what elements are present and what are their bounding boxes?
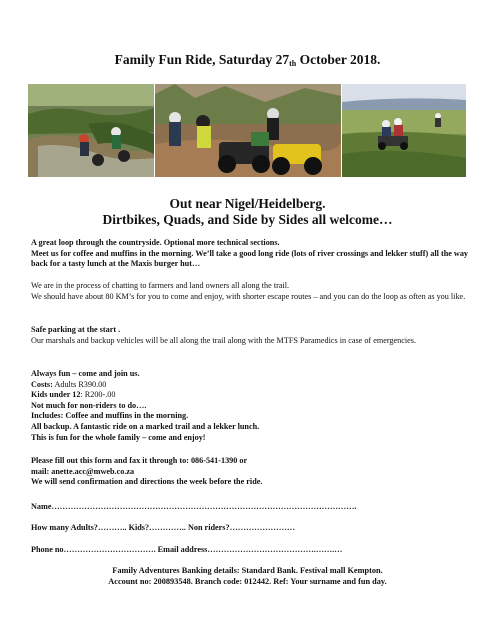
safety-text: Our marshals and backup vehicles will be all along the trail along with the MTFS Paramedics in case of emergencies.	[31, 335, 417, 345]
info-line-2: We should have about 80 KM’s for you to come and enjoy, with shorter escape routes – and you can do the loop as often as you like.	[31, 291, 466, 301]
contact-section	[31, 456, 471, 488]
form-phone-line[interactable]: Phone no……………………………. Email address………………………………….…….…	[31, 545, 343, 554]
photo-strip	[28, 84, 466, 177]
details-section	[31, 369, 471, 443]
always-fun: Always fun – come and join us.	[31, 369, 140, 378]
banking-details	[0, 565, 495, 587]
photo-quads-on-trail	[155, 84, 341, 177]
includes-note: Includes: Coffee and muffins in the morning.	[31, 411, 189, 421]
backup-note: All backup. A fantastic ride on a marked trail and a lekker lunch.	[31, 421, 260, 431]
kids-value: : R200-.00	[80, 390, 116, 400]
page-title	[0, 52, 495, 68]
intro-section	[31, 238, 471, 270]
safety-section	[31, 325, 471, 346]
costs-value: Adults R390.00	[52, 379, 107, 389]
form-name-line[interactable]: Name………………………………………………………………………………………………….	[31, 502, 357, 511]
contact-line-3: We will send confirmation and directions the week before the ride.	[31, 477, 263, 487]
info-line-1: We are in the process of chatting to farmers and land owners all along the trail.	[31, 281, 290, 290]
info-section	[31, 281, 471, 302]
costs-label: Costs:	[31, 379, 53, 389]
form-counts-line[interactable]: How many Adults?……….. Kids?………….. Non riders?……………………	[31, 523, 296, 532]
vehicles-heading: Dirtbikes, Quads, and Side by Sides all welcome…	[102, 212, 393, 227]
kids-label: Kids under 12	[31, 390, 81, 400]
family-note: This is fun for the whole family – come and enjoy!	[31, 432, 206, 442]
location-heading: Out near Nigel/Heidelberg.	[169, 196, 326, 211]
title-prefix: Family Fun Ride, Saturday 27	[114, 52, 290, 67]
intro-line-2: Meet us for coffee and muffins in the morning. We’ll take a good long ride (lots of river crossings and lekker stuff) all the way back for a tasty lunch at the Maxis burger hut…	[31, 248, 469, 269]
title-ordinal: th	[289, 59, 297, 68]
banking-line-1: Family Adventures Banking details: Standard Bank. Festival mall Kempton.	[112, 566, 383, 575]
photo-riders-in-stream	[28, 84, 154, 177]
title-suffix: October 2018.	[296, 52, 381, 67]
banking-line-2: Account no: 200893548. Branch code: 012442. Ref: Your surname and fun day.	[108, 577, 387, 586]
intro-line-1: A great loop through the countryside. Optional more technical sections.	[31, 238, 280, 247]
photo-grass-field-riders	[342, 84, 466, 177]
contact-line-1: Please fill out this form and fax it through to: 086-541-1390 or	[31, 456, 248, 465]
non-riders-note: Not much for non-riders to do….	[31, 400, 147, 410]
safety-heading: Safe parking at the start .	[31, 325, 121, 334]
contact-line-2: mail: anette.acc@mweb.co.za	[31, 466, 135, 476]
